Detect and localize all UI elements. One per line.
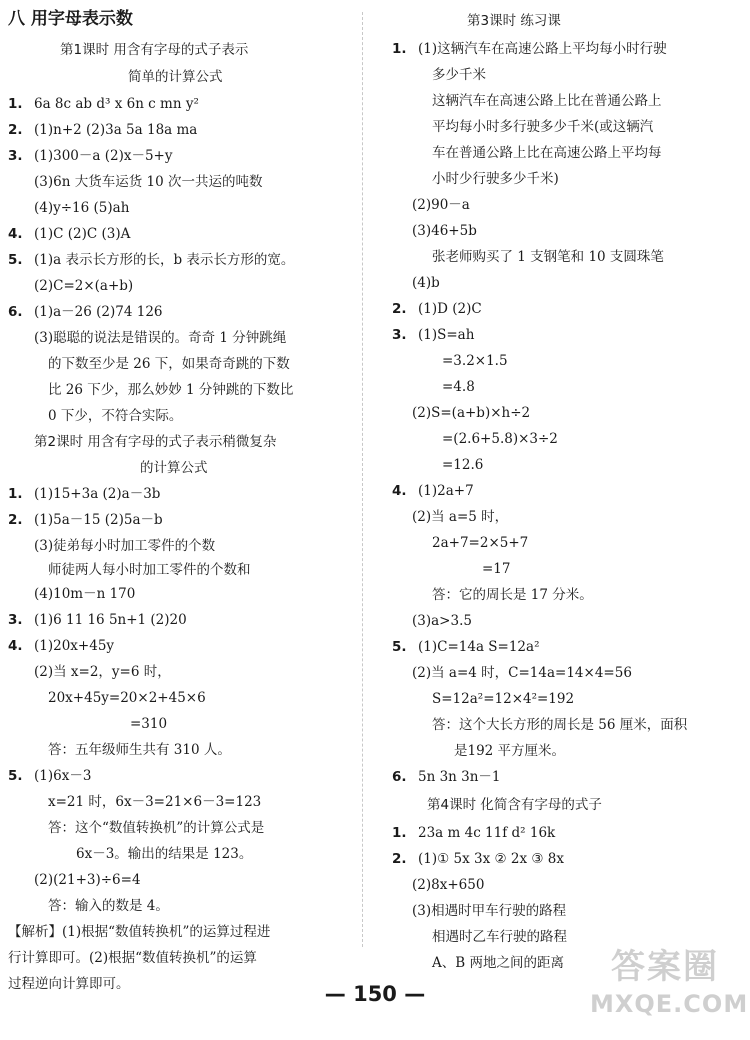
answer-line (48, 793, 261, 811)
line-text: (1)C=14a S=12a² (418, 639, 540, 655)
line-text: 答：这个大长方形的周长是 56 厘米，面积 (432, 717, 688, 733)
line-text: 第4课时 化简含有字母的式子 (427, 797, 602, 813)
line-text: 答：这个“数值转换机”的计算公式是 (48, 820, 265, 836)
line-text: (2)当 a=5 时， (412, 509, 509, 525)
answer-line (392, 768, 501, 786)
question-number: 1. (8, 486, 23, 502)
lesson-heading (60, 41, 248, 59)
answer-line (8, 949, 257, 967)
answer-line (432, 928, 567, 946)
line-text: 第3课时 练习课 (467, 13, 561, 29)
line-text: 师徒两人每小时加工零件的个数和 (48, 562, 251, 578)
line-text: (2)90－a (412, 197, 470, 213)
answer-line (412, 274, 440, 292)
answer-line (412, 222, 477, 240)
line-text: 这辆汽车在高速公路上比在普通公路上 (432, 93, 662, 109)
line-text: (2)C=2×(a+b) (34, 278, 134, 294)
answer-line (482, 560, 511, 578)
answer-line (48, 741, 231, 759)
answer-line (392, 326, 474, 344)
question-number: 2. (392, 301, 407, 317)
answer-line (432, 954, 564, 972)
line-text: 小时少行驶多少千米) (432, 171, 559, 187)
answer-line (442, 456, 483, 474)
answer-line (412, 876, 484, 894)
answer-line (8, 303, 163, 321)
line-text: 平均每小时多行驶多少千米(或这辆汽 (432, 119, 654, 135)
answer-line (412, 508, 508, 526)
question-number: 6. (392, 769, 407, 785)
line-text: (2)(21+3)÷6=4 (34, 872, 141, 888)
question-number: 4. (8, 226, 23, 242)
question-number: 2. (8, 122, 23, 138)
question-number: 1. (392, 825, 407, 841)
line-text: (2)当 a=4 时，C=14a=14×4=56 (412, 665, 632, 681)
answer-line (442, 430, 558, 448)
answer-line (454, 742, 565, 760)
answer-line (432, 690, 574, 708)
answer-line (8, 611, 187, 629)
question-number: 2. (392, 851, 407, 867)
watermark-text: 答案圈 (611, 947, 719, 987)
line-text: (1)a－26 (2)74 126 (34, 304, 163, 320)
line-text: =12.6 (442, 457, 484, 473)
line-text: (1)6x－3 (34, 768, 92, 784)
line-text: 答：它的周长是 17 分米。 (432, 587, 593, 603)
answer-line (8, 95, 199, 113)
line-text: (2)8x+650 (412, 877, 485, 893)
line-text: 车在普通公路上比在高速公路上平均每 (432, 145, 662, 161)
line-text: =(2.6+5.8)×3÷2 (442, 431, 558, 447)
question-number: 3. (8, 612, 23, 628)
line-text: 答：五年级师生共有 310 人。 (48, 742, 231, 758)
column-divider (362, 12, 363, 947)
line-text: (1)a 表示长方形的长，b 表示长方形的宽。 (34, 252, 295, 268)
answer-line (34, 871, 141, 889)
answer-line (432, 534, 528, 552)
line-text: 张老师购买了 1 支钢笔和 10 支圆珠笔 (432, 249, 664, 265)
line-text: (1)① 5x 3x ② 2x ③ 8x (418, 851, 564, 867)
line-text: (1)C (2)C (3)A (34, 226, 131, 242)
line-text: 第1课时 用含有字母的式子表示 (60, 42, 249, 58)
line-text: (4)b (412, 275, 440, 291)
line-text: (3)相遇时甲车行驶的路程 (412, 903, 567, 919)
line-text: 是192 平方厘米。 (454, 743, 566, 759)
answer-line (8, 147, 173, 165)
question-number: 5. (392, 639, 407, 655)
line-text: =4.8 (442, 379, 475, 395)
line-text: (3)徒弟每小时加工零件的个数 (34, 538, 216, 554)
answer-line (8, 485, 160, 503)
question-number: 2. (8, 512, 23, 528)
line-text: (1)5a－15 (2)5a－b (34, 512, 163, 528)
answer-line (412, 902, 566, 920)
line-text: 23a m 4c 11f d² 16k (418, 825, 556, 841)
lesson-heading (427, 796, 602, 814)
line-text: (1)300－a (2)x－5+y (34, 148, 173, 164)
line-text: 多少千米 (432, 67, 486, 83)
answer-line (412, 612, 472, 630)
line-text: (3)聪聪的说法是错误的。奇奇 1 分钟跳绳 (34, 330, 287, 346)
line-text: 第2课时 用含有字母的式子表示稍微复杂 (34, 434, 277, 450)
line-text: (2)S=(a+b)×h÷2 (412, 405, 531, 421)
line-text: (4)y÷16 (5)ah (34, 200, 130, 216)
lesson-heading (140, 459, 208, 477)
question-number: 5. (8, 768, 23, 784)
answer-line (442, 378, 475, 396)
question-number: 6. (8, 304, 23, 320)
answer-line (34, 585, 135, 603)
line-text: (1)6 11 16 5n+1 (2)20 (34, 612, 187, 628)
line-text: 【解析】(1)根据“数值转换机”的运算过程进 (8, 924, 271, 940)
answer-line (34, 537, 215, 555)
answer-line (8, 225, 130, 243)
answer-line (48, 897, 169, 915)
unit-title (8, 10, 133, 28)
answer-line (432, 248, 664, 266)
line-text: 5n 3n 3n－1 (418, 769, 501, 785)
line-text: (3)a>3.5 (412, 613, 472, 629)
answer-line (8, 121, 197, 139)
question-number: 4. (392, 483, 407, 499)
line-text: (1)这辆汽车在高速公路上平均每小时行驶 (418, 41, 667, 57)
line-text: =17 (482, 561, 511, 577)
question-number: 1. (392, 41, 407, 57)
answer-line (48, 355, 290, 373)
line-text: =3.2×1.5 (442, 353, 508, 369)
answer-line (392, 40, 667, 58)
answer-line (8, 511, 163, 529)
answer-line (432, 170, 559, 188)
line-text: (1)20x+45y (34, 638, 115, 654)
line-text: 八 用字母表示数 (8, 9, 133, 29)
watermark-url: MXQE.COM (590, 990, 749, 1018)
answer-line (34, 199, 129, 217)
line-text: 2a+7=2×5+7 (432, 535, 529, 551)
page-number: — 150 — (324, 982, 426, 1006)
answer-line (48, 381, 293, 399)
answer-line (432, 92, 662, 110)
answer-line (412, 664, 632, 682)
line-text: (3)46+5b (412, 223, 477, 239)
answer-line (48, 407, 182, 425)
line-text: 答：输入的数是 4。 (48, 898, 169, 914)
answer-line (392, 850, 564, 868)
answer-line (48, 689, 206, 707)
line-text: 比 26 下少，那么妙妙 1 分钟跳的下数比 (48, 382, 294, 398)
line-text: 相遇时乙车行驶的路程 (432, 929, 567, 945)
answer-line (130, 715, 167, 733)
line-text: 20x+45y=20×2+45×6 (48, 690, 206, 706)
answer-line (432, 716, 687, 734)
question-number: 4. (8, 638, 23, 654)
line-text: 行计算即可。(2)根据“数值转换机”的运算 (8, 950, 257, 966)
line-text: (1)S=ah (418, 327, 475, 343)
line-text: 6x－3。输出的结果是 123。 (76, 846, 253, 862)
line-text: (1)n+2 (2)3a 5a 18a ma (34, 122, 198, 138)
question-number: 3. (8, 148, 23, 164)
question-number: 3. (392, 327, 407, 343)
answer-line (34, 277, 133, 295)
answer-line (8, 637, 114, 655)
answer-line (392, 638, 539, 656)
answer-line (432, 586, 593, 604)
line-text: x=21 时，6x－3=21×6－3=123 (48, 794, 262, 810)
line-text: (3)6n 大货车运货 10 次一共运的吨数 (34, 174, 263, 190)
question-number: 1. (8, 96, 23, 112)
line-text: (2)当 x=2，y=6 时， (34, 664, 171, 680)
line-text: =310 (130, 716, 168, 732)
line-text: 的计算公式 (140, 460, 208, 476)
line-text: (1)15+3a (2)a－3b (34, 486, 161, 502)
answer-line (392, 482, 474, 500)
line-text: 的下数至少是 26 下，如果奇奇跳的下数 (48, 356, 290, 372)
answer-line (392, 824, 555, 842)
lesson-heading (128, 68, 223, 86)
answer-line (412, 196, 470, 214)
answer-line (432, 144, 662, 162)
answer-line (76, 845, 252, 863)
answer-line (432, 66, 486, 84)
line-text: (1)D (2)C (418, 301, 482, 317)
answer-line (48, 819, 264, 837)
answer-line (392, 300, 482, 318)
answer-line (8, 251, 294, 269)
answer-line (48, 561, 251, 579)
answer-line (8, 767, 91, 785)
answer-line (442, 352, 508, 370)
line-text: 简单的计算公式 (128, 69, 223, 85)
line-text: S=12a²=12×4²=192 (432, 691, 575, 707)
answer-line (432, 118, 653, 136)
line-text: 过程逆向计算即可。 (8, 976, 130, 992)
answer-line (8, 923, 270, 941)
question-number: 5. (8, 252, 23, 268)
answer-line (412, 404, 530, 422)
answer-line (34, 663, 171, 681)
line-text: (1)2a+7 (418, 483, 474, 499)
lesson-heading (467, 12, 561, 30)
lesson-heading (34, 433, 276, 451)
line-text: 0 下少，不符合实际。 (48, 408, 183, 424)
answer-line (34, 329, 286, 347)
answer-line (34, 173, 262, 191)
line-text: (4)10m－n 170 (34, 586, 136, 602)
line-text: A、B 两地之间的距离 (432, 955, 564, 971)
line-text: 6a 8c ab d³ x 6n c mn y² (34, 96, 199, 112)
